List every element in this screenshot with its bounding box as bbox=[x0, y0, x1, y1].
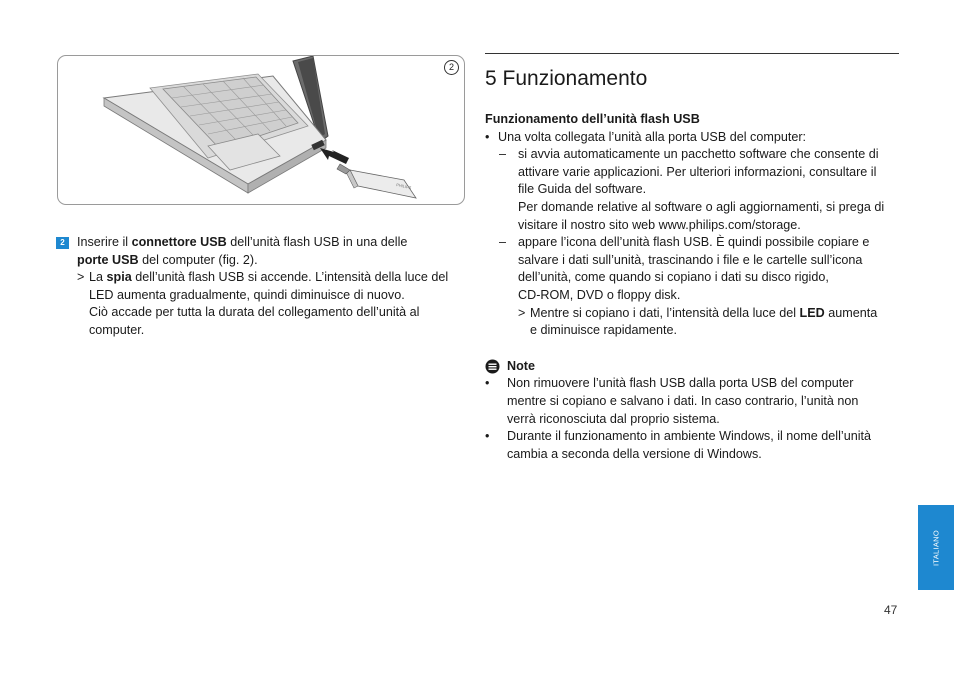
dash-line: CD-ROM, DVD o floppy disk. bbox=[518, 287, 681, 302]
result-marker: > bbox=[518, 305, 526, 320]
step-badge: 2 bbox=[56, 237, 69, 249]
bullet-marker: • bbox=[485, 376, 490, 391]
step-text: dell’unità flash USB in una delle bbox=[226, 235, 408, 249]
note-heading-text: Note bbox=[507, 358, 535, 373]
right-column bbox=[485, 111, 903, 463]
dash-line: file Guida del software. bbox=[518, 182, 647, 197]
dash-line: dell’unità, come quando si copiano i dati su disco rigido, bbox=[518, 270, 829, 285]
bullet-marker: • bbox=[485, 129, 490, 144]
chapter-title: 5 Funzionamento bbox=[485, 67, 648, 90]
note-line: cambia a seconda della versione di Windows. bbox=[507, 446, 762, 461]
result-text: Mentre si copiano i dati, l’intensità della luce del bbox=[530, 305, 800, 320]
result-line: e diminuisce rapidamente. bbox=[530, 323, 678, 338]
result-line bbox=[530, 305, 903, 323]
result-text: dell’unità flash USB si accende. L’intensità della luce del bbox=[131, 270, 449, 285]
dash-line: salvare i dati sull’unità, trascinando i file e le cartelle sull’icona bbox=[518, 252, 863, 267]
result-line: LED aumenta gradualmente, quindi diminuisce di nuovo. bbox=[89, 287, 405, 302]
language-tab bbox=[918, 505, 954, 590]
bullet-marker: • bbox=[485, 429, 490, 444]
note-line: Non rimuovere l’unità flash USB dalla porta USB del computer bbox=[507, 376, 854, 391]
left-column bbox=[56, 234, 466, 340]
result-line: Ciò accade per tutta la durata del collegamento dell’unità al bbox=[89, 305, 420, 320]
result-bold: LED bbox=[799, 305, 825, 320]
result-marker: > bbox=[77, 270, 85, 285]
dash-marker: – bbox=[499, 235, 507, 250]
section-heading: Funzionamento dell’unità flash USB bbox=[485, 112, 700, 126]
dash-result bbox=[485, 305, 903, 340]
usb-brand-label: PHILIPS bbox=[395, 182, 412, 191]
note-item-1 bbox=[485, 375, 903, 428]
dash-item-1 bbox=[485, 146, 903, 234]
laptop-usb-illustration bbox=[58, 56, 465, 205]
dash-line: Per domande relative al software o agli aggiornamenti, si prega di bbox=[518, 199, 885, 214]
page-number: 47 bbox=[884, 603, 898, 617]
step-text: Inserire il bbox=[77, 235, 132, 249]
note-line: verrà riconosciuta dal proprio sistema. bbox=[507, 411, 720, 426]
dash-item-2 bbox=[485, 234, 903, 304]
dash-marker: – bbox=[499, 147, 507, 162]
dash-line: appare l’icona dell’unità flash USB. È quindi possibile copiare e bbox=[518, 235, 870, 250]
note-icon bbox=[485, 359, 500, 374]
figure-laptop-usb bbox=[57, 55, 465, 205]
result-line: computer. bbox=[89, 322, 145, 337]
bullet-item bbox=[485, 129, 903, 147]
step-2 bbox=[56, 234, 466, 252]
step-bold: connettore USB bbox=[131, 235, 227, 249]
note-line: mentre si copiano e salvano i dati. In caso contrario, l’unità non bbox=[507, 393, 859, 408]
step-text: del computer (fig. 2). bbox=[138, 252, 258, 267]
dash-line: attivare varie applicazioni. Per ulteriori informazioni, consultare il bbox=[518, 164, 877, 179]
figure-number: 2 bbox=[444, 60, 459, 75]
dash-line: si avvia automaticamente un pacchetto software che consente di bbox=[518, 147, 879, 162]
bullet-text: Una volta collegata l’unità alla porta USB del computer: bbox=[498, 129, 807, 144]
result-bold: spia bbox=[106, 270, 132, 285]
step-result bbox=[56, 269, 466, 339]
result-line bbox=[77, 269, 466, 287]
language-tab-label: ITALIANO bbox=[931, 529, 941, 566]
note-item-2 bbox=[485, 428, 903, 463]
result-text: aumenta bbox=[824, 305, 878, 320]
result-text: La bbox=[89, 270, 107, 285]
step-2-cont bbox=[56, 252, 466, 270]
dash-line: visitare il nostro sito web www.philips.com/storage. bbox=[518, 217, 801, 232]
chapter-rule bbox=[485, 53, 899, 54]
note-heading bbox=[485, 358, 903, 376]
step-bold: porte USB bbox=[77, 252, 139, 267]
note-line: Durante il funzionamento in ambiente Windows, il nome dell’unità bbox=[507, 429, 872, 444]
